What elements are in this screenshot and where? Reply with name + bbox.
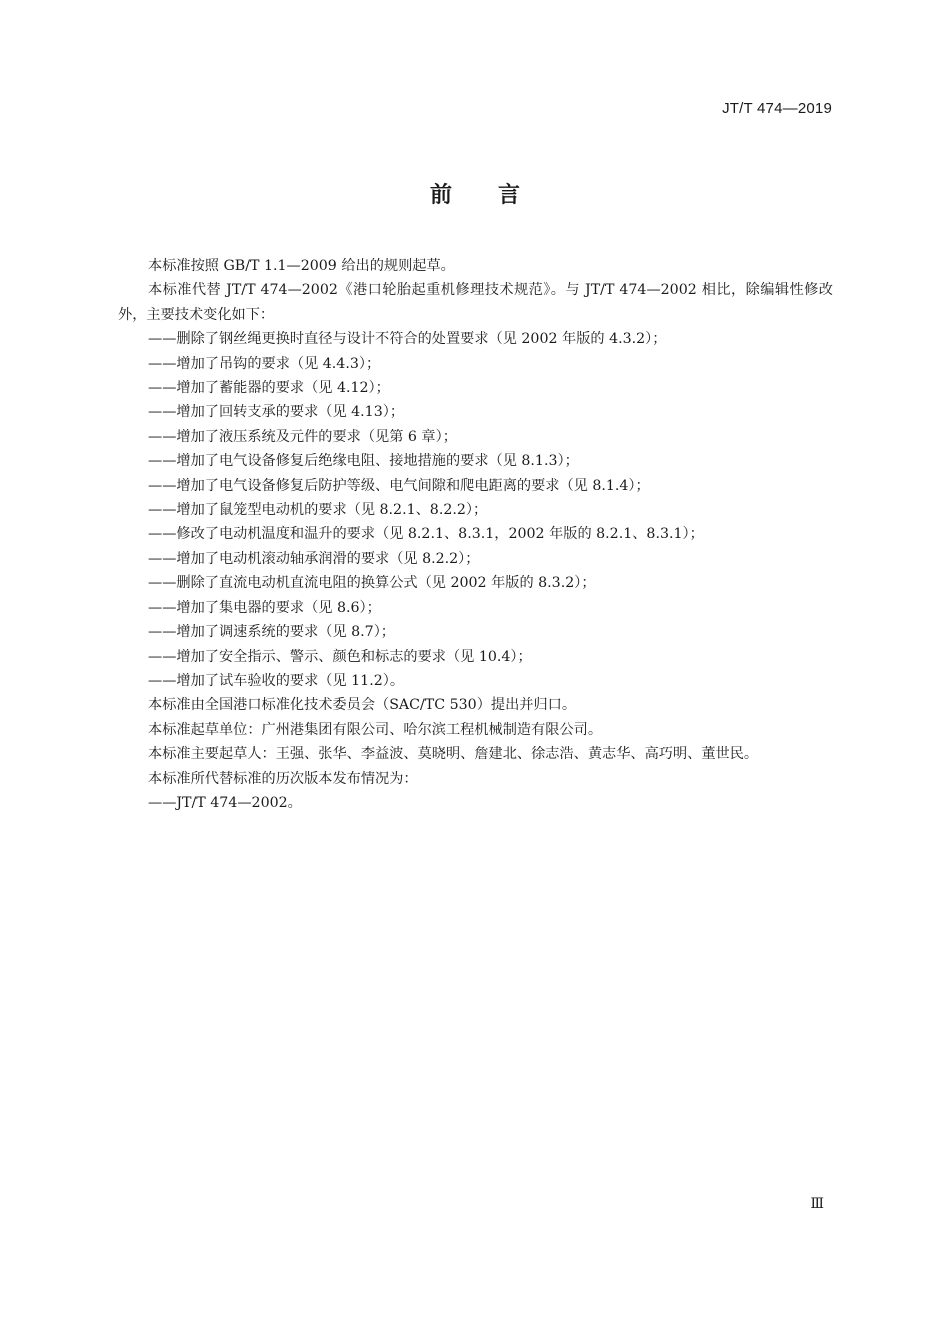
list-item: ——删除了直流电动机直流电阻的换算公式（见 2002 年版的 8.3.2）；	[148, 575, 596, 592]
foreword-body	[118, 254, 833, 815]
paragraph: 本标准主要起草人：王强、张华、李益波、莫晓明、詹建北、徐志浩、黄志华、高巧明、董世民。	[148, 746, 759, 763]
paragraph: 本标准由全国港口标准化技术委员会（SAC/TC 530）提出并归口。	[148, 697, 577, 714]
list-item: ——增加了安全指示、警示、颜色和标志的要求（见 10.4）；	[148, 648, 532, 665]
page-title: 前言	[429, 183, 566, 208]
list-item: ——增加了试车验收的要求（见 11.2）。	[148, 672, 405, 689]
page-number: Ⅲ	[810, 1196, 824, 1212]
paragraph: 本标准所代替标准的历次版本发布情况为：	[148, 770, 418, 787]
paragraph: 本标准代替 JT/T 474—2002《港口轮胎起重机修理技术规范》。与 JT/T 474—2002 相比，除编辑性修改外，主要技术变化如下：	[118, 282, 833, 323]
standard-number: JT/T 474—2019	[722, 100, 832, 117]
list-item: ——增加了电气设备修复后防护等级、电气间隙和爬电距离的要求（见 8.1.4）；	[148, 477, 650, 494]
list-item: ——增加了调速系统的要求（见 8.7）；	[148, 624, 395, 641]
list-item: ——删除了钢丝绳更换时直径与设计不符合的处置要求（见 2002 年版的 4.3.2）；	[148, 331, 667, 348]
list-item: ——增加了鼠笼型电动机的要求（见 8.2.1、8.2.2）；	[148, 502, 488, 519]
list-item: ——增加了电动机滚动轴承润滑的要求（见 8.2.2）；	[148, 550, 480, 567]
list-item: ——增加了蓄能器的要求（见 4.12）；	[148, 380, 390, 397]
paragraph: 本标准按照 GB/T 1.1—2009 给出的规则起草。	[148, 258, 455, 274]
list-item: ——增加了电气设备修复后绝缘电阻、接地措施的要求（见 8.1.3）；	[148, 453, 579, 470]
list-item: ——增加了液压系统及元件的要求（见第 6 章）；	[148, 428, 457, 445]
list-item: ——JT/T 474—2002。	[148, 794, 302, 811]
paragraph: 本标准起草单位：广州港集团有限公司、哈尔滨工程机械制造有限公司。	[148, 721, 603, 738]
list-item: ——修改了电动机温度和温升的要求（见 8.2.1、8.3.1，2002 年版的 8.2.1、8.3.1）；	[148, 526, 704, 543]
list-item: ——增加了吊钩的要求（见 4.4.3）；	[148, 355, 381, 372]
list-item: ——增加了集电器的要求（见 8.6）；	[148, 599, 381, 616]
list-item: ——增加了回转支承的要求（见 4.13）；	[148, 404, 405, 421]
